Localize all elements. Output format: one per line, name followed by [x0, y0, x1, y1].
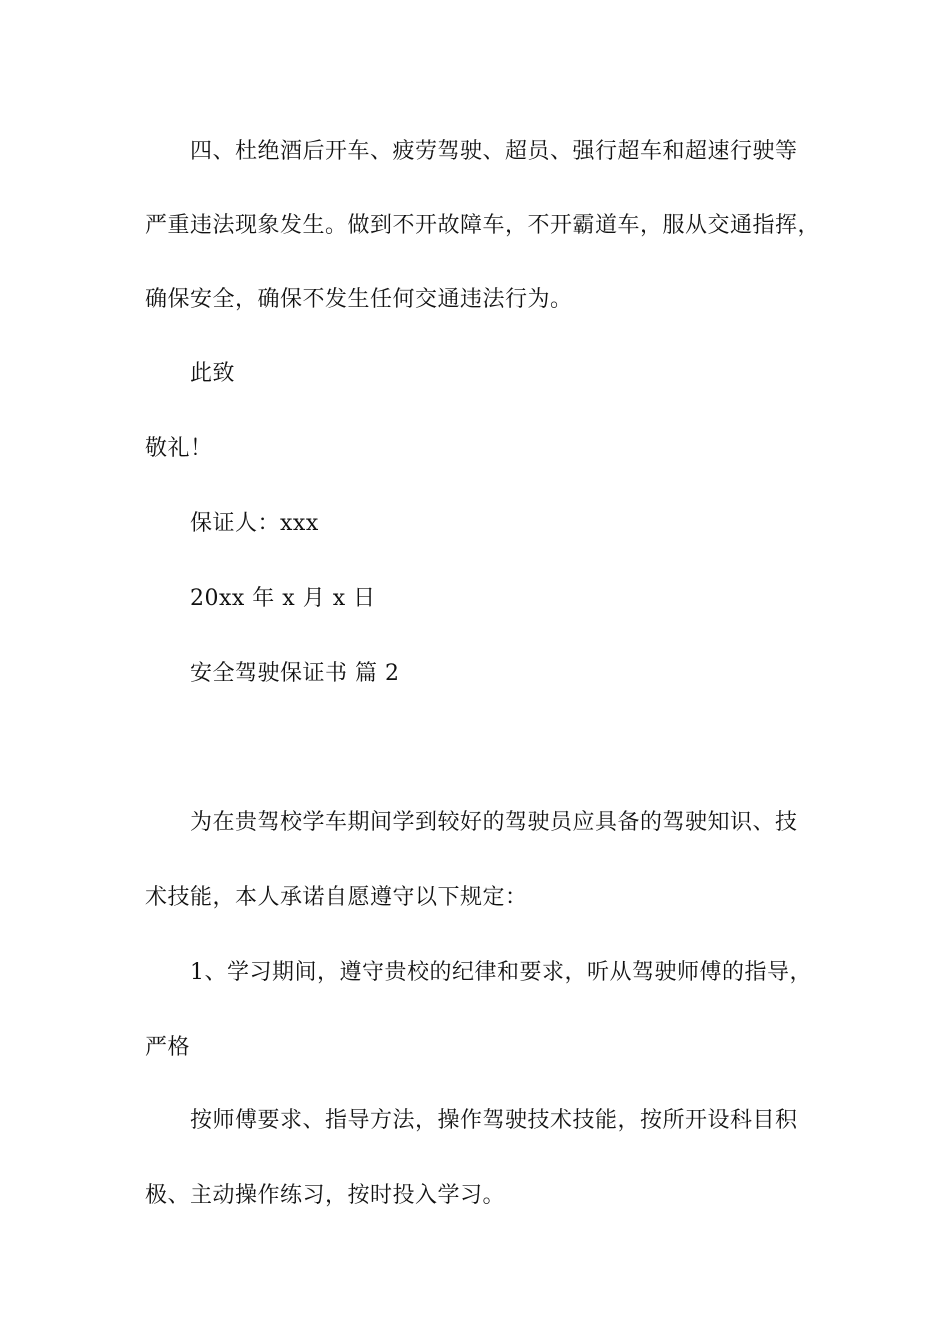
section-heading: 安全驾驶保证书 篇 2: [190, 661, 400, 686]
list-item-line: 1、学习期间，遵守贵校的纪律和要求，听从驾驶师傅的指导，: [190, 960, 812, 985]
closing-phrase: 此致: [190, 361, 236, 386]
paragraph-line: 严重违法现象发生。做到不开故障车，不开霸道车，服从交通指挥，: [145, 213, 821, 238]
paragraph-line: 按师傅要求、指导方法，操作驾驶技术技能，按所开设科目积: [190, 1108, 798, 1133]
signature-date: 20xx 年 x 月 x 日: [190, 586, 376, 611]
salutation: 敬礼！: [145, 436, 213, 461]
paragraph-line: 术技能，本人承诺自愿遵守以下规定：: [145, 885, 528, 910]
paragraph-line: 严格: [145, 1035, 191, 1060]
paragraph-line: 为在贵驾校学车期间学到较好的驾驶员应具备的驾驶知识、技: [190, 810, 798, 835]
paragraph-line: 极、主动操作练习，按时投入学习。: [145, 1183, 506, 1208]
guarantor-signature: 保证人：xxx: [190, 511, 319, 536]
paragraph-line: 四、杜绝酒后开车、疲劳驾驶、超员、强行超车和超速行驶等: [190, 139, 798, 164]
paragraph-line: 确保安全，确保不发生任何交通违法行为。: [145, 287, 573, 312]
